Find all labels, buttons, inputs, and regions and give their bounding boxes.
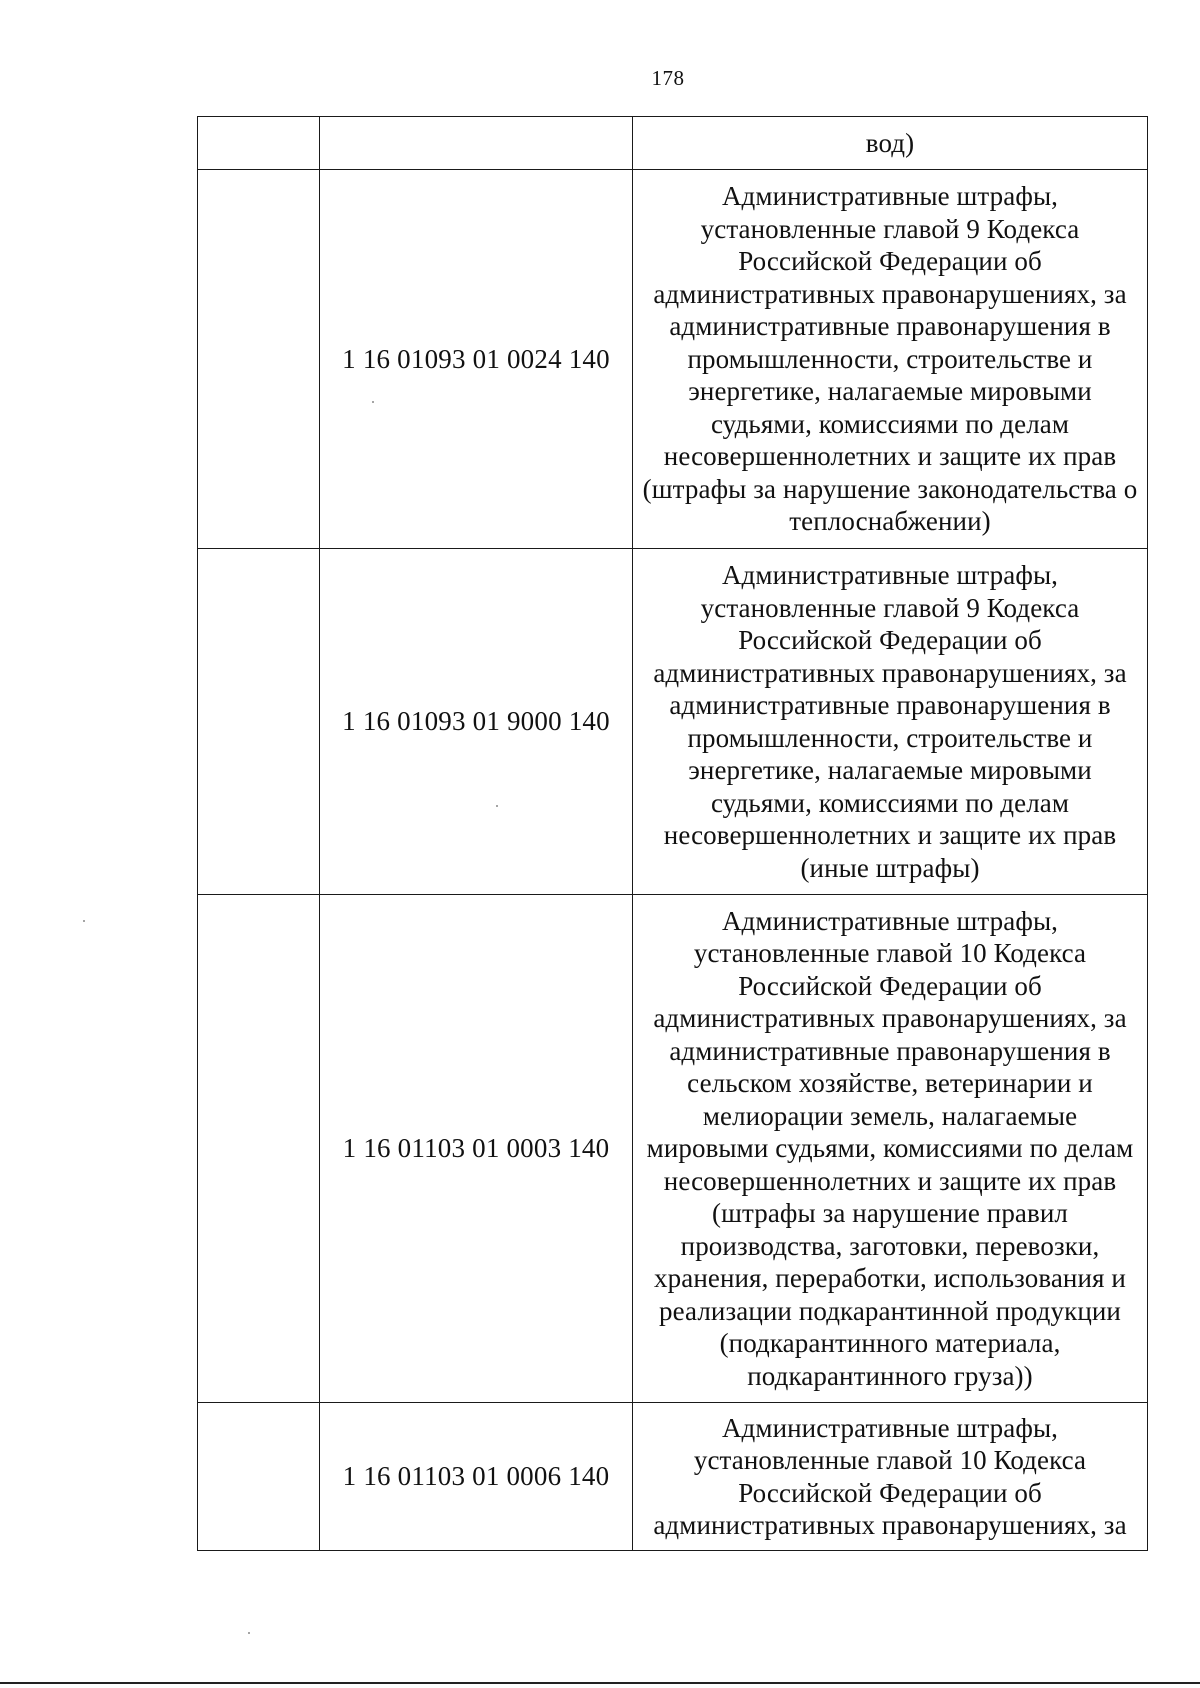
scan-speck [248,1632,250,1634]
empty-cell [198,170,320,549]
code-cell: 1 16 01093 01 9000 140 [320,549,633,895]
description-cell: вод) [633,117,1148,170]
scan-speck [83,920,85,922]
description-cell: Административные штрафы, установленные главой 9 Кодекса Российской Федерации об административных правонарушениях, за административные правонарушения в промышленности, строительстве и энергетике, налагаемые мировыми судьями, комиссиями по делам несовершеннолетних и защите их прав (иные штрафы) [633,549,1148,895]
empty-cell [198,117,320,170]
budget-codes-table [197,116,1148,1551]
table-row [198,1403,1148,1551]
table-row [198,170,1148,549]
empty-cell [198,549,320,895]
code-cell: 1 16 01103 01 0003 140 [320,895,633,1403]
code-cell: 1 16 01093 01 0024 140 [320,170,633,549]
empty-cell [198,895,320,1403]
table-row [198,549,1148,895]
page-bottom-rule [0,1682,1200,1684]
table-row [198,895,1148,1403]
scan-speck [496,805,498,807]
scan-speck [372,401,374,403]
description-cell: Административные штрафы, установленные главой 9 Кодекса Российской Федерации об административных правонарушениях, за административные правонарушения в промышленности, строительстве и энергетике, налагаемые мировыми судьями, комиссиями по делам несовершеннолетних и защите их прав (штрафы за нарушение законодательства о теплоснабжении) [633,170,1148,549]
empty-cell [198,1403,320,1551]
page-number: 178 [651,66,685,90]
table-row [198,117,1148,170]
description-cell: Административные штрафы, установленные главой 10 Кодекса Российской Федерации об административных правонарушениях, за [633,1403,1148,1551]
code-cell: 1 16 01103 01 0006 140 [320,1403,633,1551]
description-cell: Административные штрафы, установленные главой 10 Кодекса Российской Федерации об административных правонарушениях, за административные правонарушения в сельском хозяйстве, ветеринарии и мелиорации земель, налагаемые мировыми судьями, комиссиями по делам несовершеннолетних и защите их прав (штрафы за нарушение правил производства, заготовки, перевозки, хранения, переработки, использования и реализации подкарантинной продукции (подкарантинного материала, подкарантинного груза)) [633,895,1148,1403]
code-cell [320,117,633,170]
